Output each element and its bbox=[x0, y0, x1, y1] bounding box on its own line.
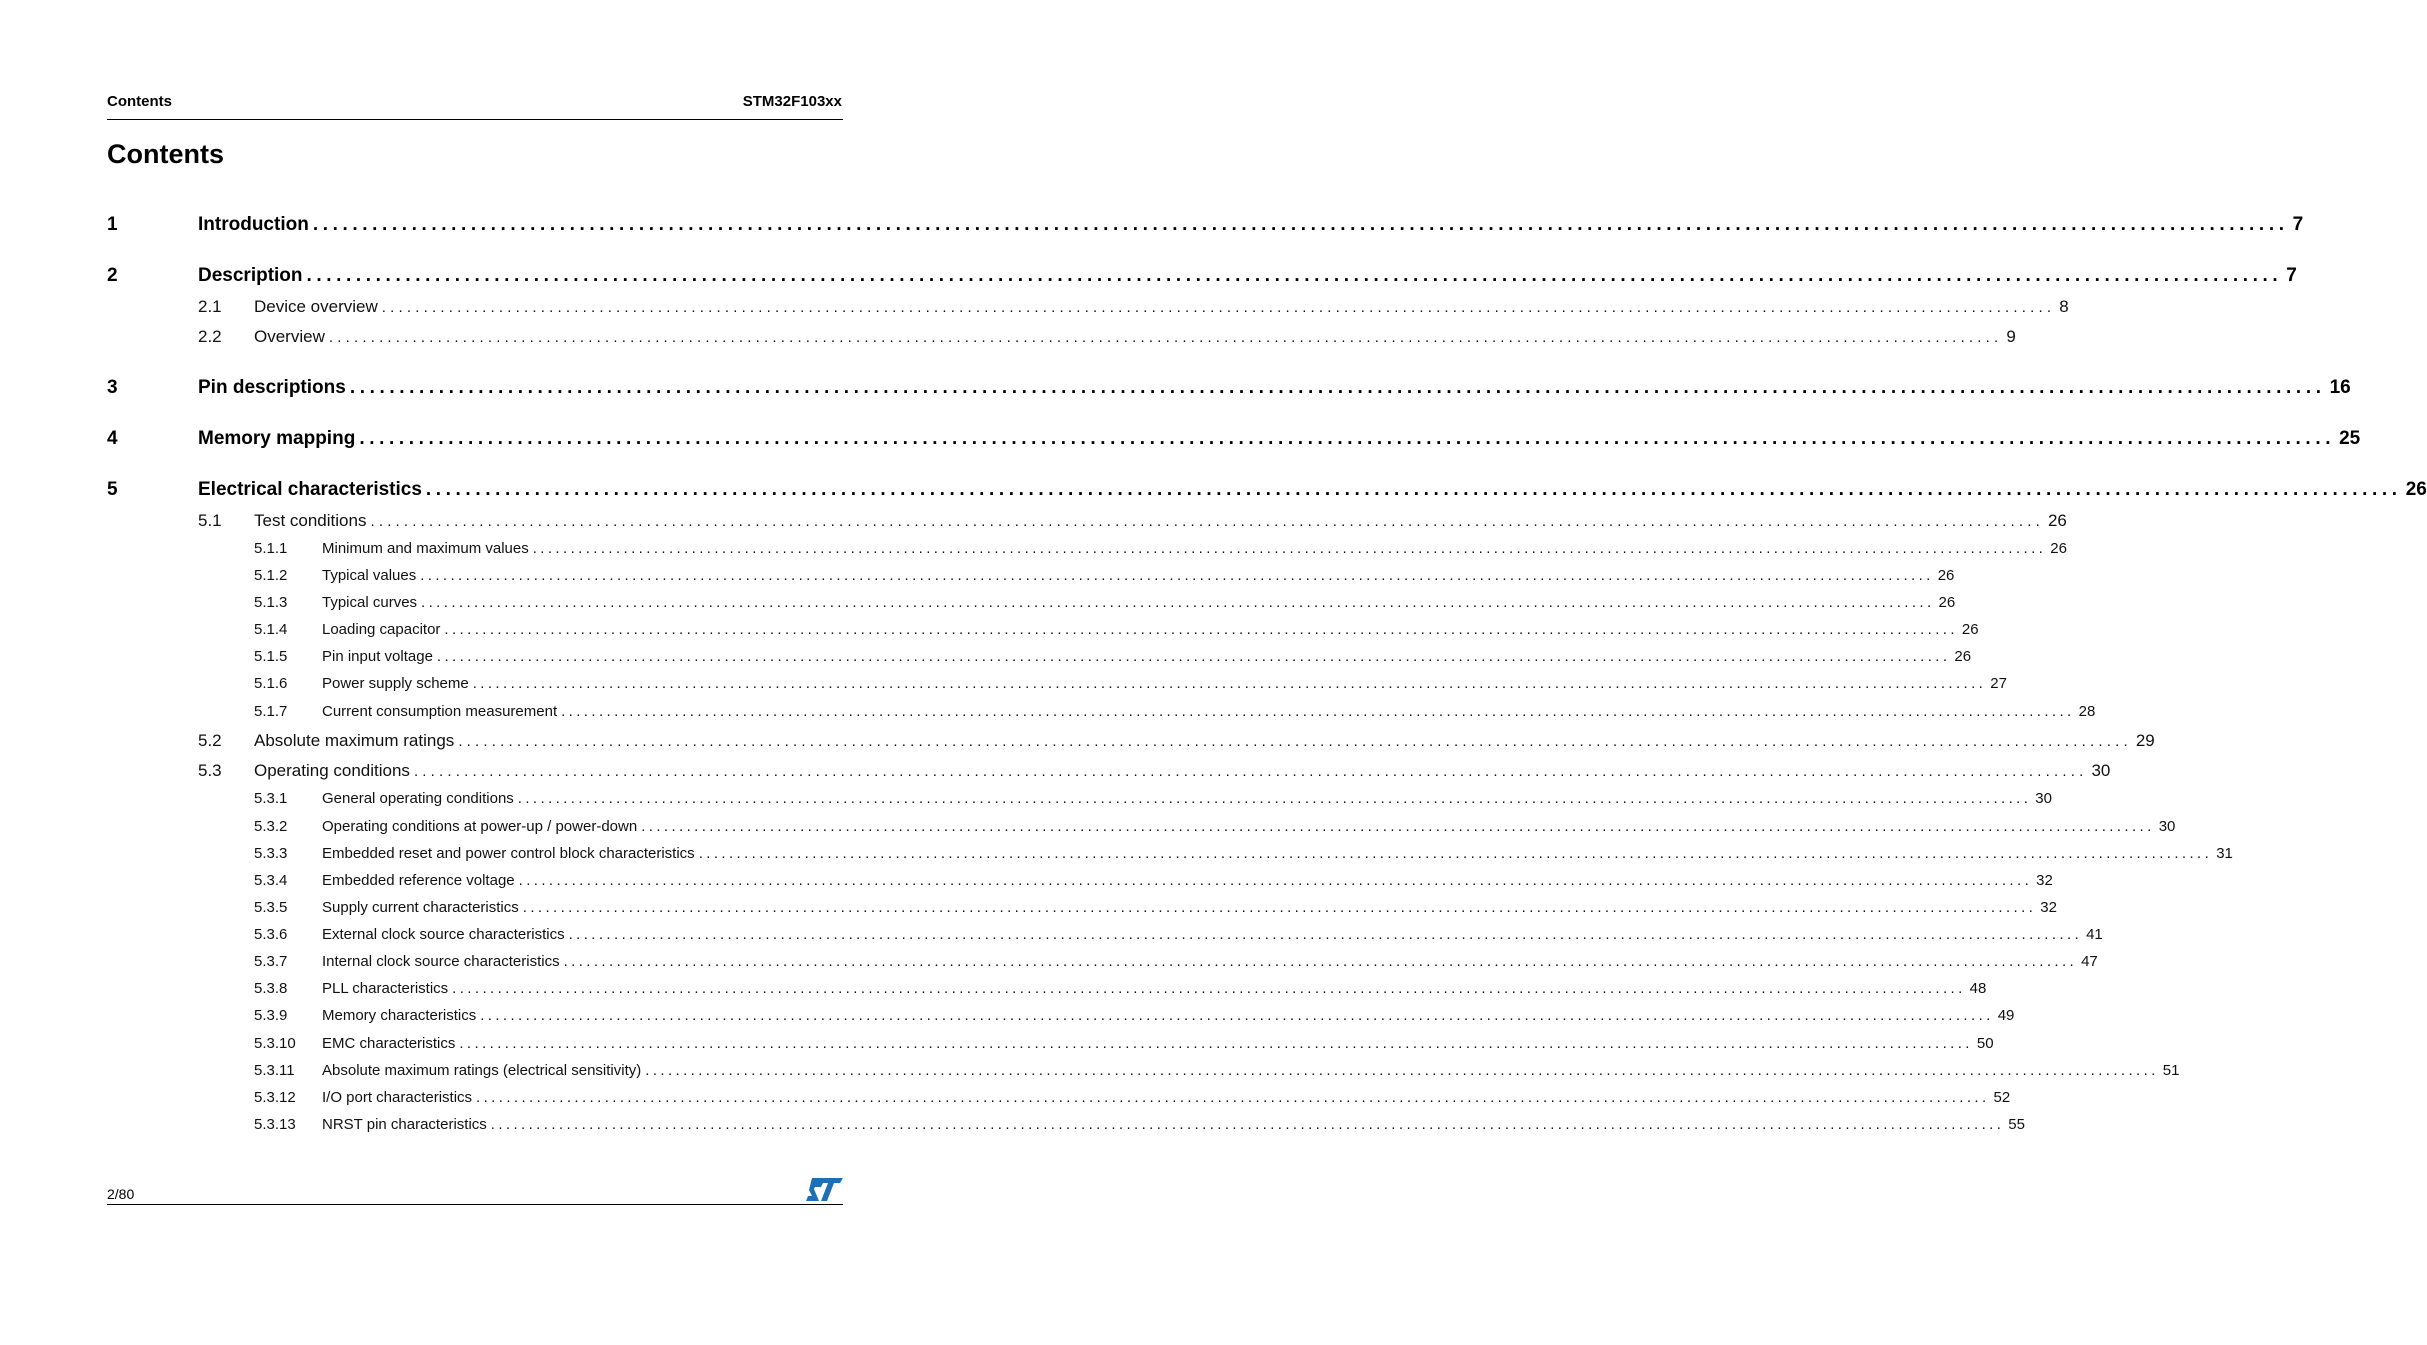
toc-entry-page[interactable]: 16 bbox=[2329, 377, 2351, 398]
toc-entry-title[interactable]: Memory characteristics bbox=[322, 1007, 477, 1024]
toc-entry-number: 5.1.5 bbox=[254, 648, 288, 665]
toc-entry-number: 5.3.4 bbox=[254, 872, 288, 889]
toc-entry-title[interactable]: Typical values bbox=[322, 567, 417, 584]
toc-entry-page[interactable]: 25 bbox=[2339, 428, 2361, 449]
toc-entry-number: 5.3 bbox=[198, 761, 222, 780]
toc-entry-page[interactable]: 7 bbox=[2292, 214, 2304, 235]
toc-entry-page[interactable]: 26 bbox=[1938, 594, 1956, 611]
toc-entry[interactable] bbox=[107, 265, 2297, 289]
toc-entry-title[interactable]: Introduction bbox=[198, 214, 309, 235]
dot-leader: ........................................................................................................................................................................................................ bbox=[421, 594, 1935, 611]
toc-entry-number: 5.3.10 bbox=[254, 1035, 296, 1052]
toc-entry-number: 5.3.11 bbox=[254, 1062, 295, 1079]
toc-entry[interactable] bbox=[107, 1062, 2180, 1082]
toc-entry-title[interactable]: External clock source characteristics bbox=[322, 926, 565, 943]
toc-entry-page[interactable]: 29 bbox=[2135, 731, 2155, 750]
toc-entry[interactable] bbox=[107, 980, 1987, 1000]
dot-leader: ........................................................................................................................................................................................................ bbox=[561, 703, 2075, 720]
toc-entry-page[interactable]: 26 bbox=[2050, 540, 2067, 557]
toc-entry[interactable] bbox=[107, 377, 2351, 401]
toc-entry-title[interactable]: Operating conditions at power-up / power-down bbox=[322, 818, 638, 835]
toc-entry-title[interactable]: Electrical characteristics bbox=[198, 479, 422, 500]
running-header-section: Contents bbox=[107, 93, 172, 110]
toc-entry[interactable] bbox=[107, 790, 2052, 810]
toc-entry-number: 5.3.1 bbox=[254, 790, 288, 807]
toc-entry-title[interactable]: Absolute maximum ratings bbox=[254, 731, 455, 750]
toc-entry-title[interactable]: Minimum and maximum values bbox=[322, 540, 529, 557]
toc-entry-title[interactable]: General operating conditions bbox=[322, 790, 514, 807]
toc-entry-page[interactable]: 49 bbox=[1997, 1007, 2015, 1024]
toc-entry-title[interactable]: Overview bbox=[254, 327, 325, 346]
footer-rule bbox=[107, 1204, 843, 1205]
toc-entry[interactable] bbox=[107, 327, 2016, 349]
toc-entry-page[interactable]: 7 bbox=[2286, 265, 2297, 286]
toc-entry[interactable] bbox=[107, 675, 2007, 695]
toc-entry-number: 5.2 bbox=[198, 731, 222, 750]
toc-entry-page[interactable]: 51 bbox=[2162, 1062, 2180, 1079]
toc-entry-title[interactable]: Loading capacitor bbox=[322, 621, 441, 638]
toc-entry-title[interactable]: Typical curves bbox=[322, 594, 418, 611]
toc-entry-title[interactable]: Internal clock source characteristics bbox=[322, 953, 560, 970]
toc-entry[interactable] bbox=[107, 648, 1972, 668]
dot-leader: ........................................................................................................................................................................................................ bbox=[458, 733, 2132, 750]
dot-leader: ........................................................................................................................................................................................................ bbox=[306, 265, 2283, 286]
toc-entry-title[interactable]: Supply current characteristics bbox=[322, 899, 519, 916]
toc-entry-title[interactable]: Pin input voltage bbox=[322, 648, 433, 665]
toc-entry-page[interactable]: 26 bbox=[2047, 511, 2067, 530]
dot-leader: ........................................................................................................................................................................................................ bbox=[532, 540, 2047, 557]
toc-entry[interactable] bbox=[107, 731, 2155, 753]
toc-entry-number: 5.1.1 bbox=[254, 540, 288, 557]
toc-entry-title[interactable]: Absolute maximum ratings (electrical sensitivity) bbox=[322, 1062, 642, 1079]
toc-entry-number: 5.3.2 bbox=[254, 818, 288, 835]
toc-entry-number: 5.3.8 bbox=[254, 980, 288, 997]
toc-entry-title[interactable]: Memory mapping bbox=[198, 428, 356, 449]
dot-leader: ........................................................................................................................................................................................................ bbox=[476, 1089, 1990, 1106]
toc-entry[interactable] bbox=[107, 818, 2176, 838]
toc-entry-title[interactable]: PLL characteristics bbox=[322, 980, 449, 997]
toc-entry[interactable] bbox=[107, 953, 2098, 973]
page-title: Contents bbox=[107, 139, 224, 169]
dot-leader: ........................................................................................................................................................................................................ bbox=[641, 818, 2155, 835]
toc-entry-number: 5.3.5 bbox=[254, 899, 288, 916]
toc-entry[interactable] bbox=[107, 567, 1955, 587]
toc-entry-page[interactable]: 26 bbox=[2405, 479, 2427, 500]
toc-entry-number: 5.1.6 bbox=[254, 675, 288, 692]
toc-entry-number: 3 bbox=[107, 377, 118, 398]
toc-entry-page[interactable]: 41 bbox=[2086, 926, 2103, 943]
toc-entry-title[interactable]: Power supply scheme bbox=[322, 675, 469, 692]
toc-entry-page[interactable]: 30 bbox=[2091, 761, 2111, 780]
toc-entry-page[interactable]: 55 bbox=[2008, 1116, 2025, 1133]
toc-entry-number: 5.1.7 bbox=[254, 703, 288, 720]
toc-entry-page[interactable]: 32 bbox=[2036, 872, 2053, 889]
toc-entry-page[interactable]: 27 bbox=[1990, 675, 2007, 692]
toc-entry-page[interactable]: 30 bbox=[2158, 818, 2176, 835]
toc-entry-number: 5.1 bbox=[198, 511, 222, 530]
toc-entry-page[interactable]: 47 bbox=[2081, 953, 2098, 970]
toc-entry-page[interactable]: 9 bbox=[2006, 327, 2016, 346]
toc-entry-title[interactable]: Current consumption measurement bbox=[322, 703, 558, 720]
toc-entry-title[interactable]: Test conditions bbox=[254, 511, 367, 530]
toc-entry-title[interactable]: Embedded reference voltage bbox=[322, 872, 515, 889]
dot-leader: ........................................................................................................................................................................................................ bbox=[472, 675, 1987, 692]
header-rule bbox=[107, 119, 843, 120]
running-header-product: STM32F103xx bbox=[742, 93, 842, 110]
dot-leader: ........................................................................................................................................................................................................ bbox=[359, 428, 2336, 449]
toc-entry[interactable] bbox=[107, 594, 1956, 614]
toc-entry-title[interactable]: I/O port characteristics bbox=[322, 1089, 473, 1106]
toc-entry-number: 1 bbox=[107, 214, 118, 235]
toc-entry[interactable] bbox=[107, 1089, 2011, 1109]
dot-leader: ........................................................................................................................................................................................................ bbox=[328, 329, 2003, 346]
dot-leader: ........................................................................................................................................................................................................ bbox=[698, 845, 2213, 862]
toc-entry-page[interactable]: 26 bbox=[1954, 648, 1972, 665]
toc-entry-page[interactable]: 26 bbox=[1937, 567, 1955, 584]
toc-entry[interactable] bbox=[107, 845, 2233, 865]
toc-entry-number: 5.3.6 bbox=[254, 926, 288, 943]
toc-entry-page[interactable]: 28 bbox=[2078, 703, 2096, 720]
toc-entry-number: 4 bbox=[107, 428, 118, 449]
toc-entry[interactable] bbox=[107, 297, 2069, 319]
toc-entry-page[interactable]: 26 bbox=[1961, 621, 1979, 638]
toc-entry-number: 5.3.12 bbox=[254, 1089, 296, 1106]
dot-leader: ........................................................................................................................................................................................................ bbox=[517, 790, 2032, 807]
toc-entry-page[interactable]: 32 bbox=[2040, 899, 2057, 916]
toc-entry-title[interactable]: Description bbox=[198, 265, 303, 286]
toc-entry-title[interactable]: Embedded reset and power control block characteristics bbox=[322, 845, 695, 862]
dot-leader: ........................................................................................................................................................................................................ bbox=[349, 377, 2326, 398]
dot-leader: ........................................................................................................................................................................................................ bbox=[420, 567, 1934, 584]
dot-leader: ........................................................................................................................................................................................................ bbox=[312, 214, 2289, 235]
toc-entry-page[interactable]: 52 bbox=[1993, 1089, 2011, 1106]
toc-entry-title[interactable]: Pin descriptions bbox=[198, 377, 346, 398]
dot-leader: ........................................................................................................................................................................................................ bbox=[518, 872, 2033, 889]
toc-entry[interactable] bbox=[107, 899, 2057, 919]
dot-leader: ........................................................................................................................................................................................................ bbox=[381, 299, 2056, 316]
toc-entry-number: 2.2 bbox=[198, 327, 222, 346]
toc-entry-page[interactable]: 48 bbox=[1969, 980, 1987, 997]
toc-entry[interactable] bbox=[107, 703, 2096, 723]
toc-entry[interactable] bbox=[107, 926, 2103, 946]
toc-entry-page[interactable]: 30 bbox=[2035, 790, 2052, 807]
toc-entry-title[interactable]: EMC characteristics bbox=[322, 1035, 456, 1052]
toc-entry-number: 5.1.4 bbox=[254, 621, 288, 638]
toc-entry[interactable] bbox=[107, 428, 2361, 452]
toc-entry-title[interactable]: Device overview bbox=[254, 297, 378, 316]
dot-leader: ........................................................................................................................................................................................................ bbox=[522, 899, 2037, 916]
toc-entry[interactable] bbox=[107, 1035, 1994, 1055]
toc-entry-number: 2 bbox=[107, 265, 118, 286]
dot-leader: ........................................................................................................................................................................................................ bbox=[568, 926, 2083, 943]
st-logo-icon bbox=[806, 1177, 843, 1202]
toc-entry-number: 5.3.7 bbox=[254, 953, 288, 970]
toc-entry-page[interactable]: 8 bbox=[2059, 297, 2069, 316]
toc-entry-number: 5.3.3 bbox=[254, 845, 288, 862]
toc-entry-number: 2.1 bbox=[198, 297, 222, 316]
dot-leader: ........................................................................................................................................................................................................ bbox=[370, 513, 2044, 530]
toc-entry[interactable] bbox=[107, 540, 2067, 560]
toc-entry[interactable] bbox=[107, 761, 2111, 783]
dot-leader: ........................................................................................................................................................................................................ bbox=[444, 621, 1958, 638]
page-number: 2/80 bbox=[107, 1186, 135, 1202]
toc-entry[interactable] bbox=[107, 214, 2304, 238]
toc-entry[interactable] bbox=[107, 621, 1979, 641]
toc-entry-number: 5 bbox=[107, 479, 118, 500]
toc-entry-title[interactable]: NRST pin characteristics bbox=[322, 1116, 487, 1133]
dot-leader: ........................................................................................................................................................................................................ bbox=[480, 1007, 1994, 1024]
dot-leader: ........................................................................................................................................................................................................ bbox=[436, 648, 1951, 665]
dot-leader: ........................................................................................................................................................................................................ bbox=[490, 1116, 2005, 1133]
toc-entry[interactable] bbox=[107, 511, 2067, 533]
toc-entry[interactable] bbox=[107, 479, 2427, 503]
dot-leader: ........................................................................................................................................................................................................ bbox=[459, 1035, 1973, 1052]
toc-entry-title[interactable]: Operating conditions bbox=[254, 761, 410, 780]
toc-entry[interactable] bbox=[107, 1007, 2015, 1027]
toc-entry-number: 5.1.2 bbox=[254, 567, 288, 584]
toc-entry-page[interactable]: 50 bbox=[1976, 1035, 1994, 1052]
dot-leader: ........................................................................................................................................................................................................ bbox=[413, 763, 2088, 780]
toc-entry-number: 5.1.3 bbox=[254, 594, 288, 611]
dot-leader: ........................................................................................................................................................................................................ bbox=[425, 479, 2402, 500]
dot-leader: ........................................................................................................................................................................................................ bbox=[452, 980, 1966, 997]
toc-entry-page[interactable]: 31 bbox=[2216, 845, 2233, 862]
dot-leader: ........................................................................................................................................................................................................ bbox=[645, 1062, 2159, 1079]
toc-entry-number: 5.3.13 bbox=[254, 1116, 296, 1133]
dot-leader: ........................................................................................................................................................................................................ bbox=[563, 953, 2078, 970]
toc-entry-number: 5.3.9 bbox=[254, 1007, 288, 1024]
toc-entry[interactable] bbox=[107, 872, 2053, 892]
toc-entry[interactable] bbox=[107, 1116, 2025, 1136]
